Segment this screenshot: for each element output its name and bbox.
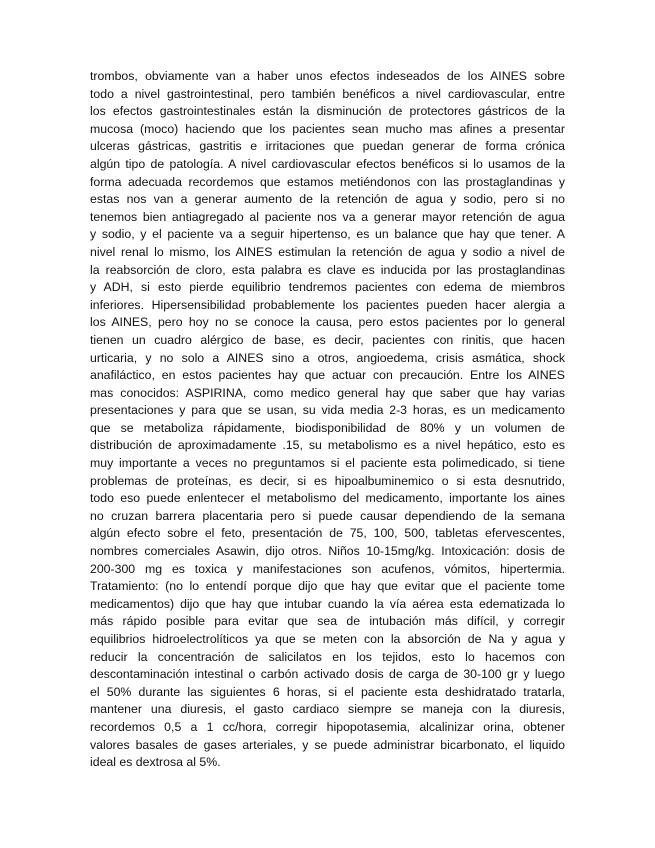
- text-line: nivel renal lo mismo, los AINES estimulan la retención de agua y sodio a nivel de: [90, 244, 565, 259]
- body-paragraph: [90, 68, 565, 772]
- text-line: muy importante a veces no preguntamos si el paciente esta polimedicado, si tiene: [90, 456, 565, 471]
- text-line: nombres comerciales Asawin, dijo otros. Niños 10-15mg/kg. Intoxicación: dosis de: [90, 544, 565, 559]
- text-line: no cruzan barrera placentaria pero si puede causar dependiendo de la semana: [90, 508, 565, 523]
- text-line: Tratamiento: (no lo entendí porque dijo que hay que evitar que el paciente tome: [90, 579, 565, 594]
- text-line: estas nos van a generar aumento de la retención de agua y sodio, pero si no: [90, 192, 565, 207]
- text-line: tenemos bien antiagregado al paciente nos va a generar mayor retención de agua: [90, 209, 565, 224]
- text-line: problemas de proteínas, es decir, si es hipoalbuminemico o si esta desnutrido,: [90, 473, 565, 488]
- text-line: ulceras gástricas, gastritis e irritaciones que puedan generar de forma crónica: [90, 139, 565, 154]
- text-line: y sodio, y el paciente va a seguir hipertenso, es un balance que hay que tener. A: [90, 227, 565, 242]
- text-line: inferiores. Hipersensibilidad probablemente los pacientes pueden hacer alergia a: [90, 297, 565, 312]
- text-line: anafiláctico, en estos pacientes hay que actuar con precaución. Entre los AINES: [90, 368, 565, 383]
- text-line: los AINES, pero hoy no se conoce la causa, pero estos pacientes por lo general: [90, 315, 565, 330]
- text-line: el 50% durante las siguientes 6 horas, si el paciente esta deshidratado tratarla,: [90, 684, 565, 699]
- text-line: más rápido posible para evitar que sea de intubación más difícil, y corregir: [90, 614, 565, 629]
- text-line: todo a nivel gastrointestinal, pero también benéficos a nivel cardiovascular, entre: [90, 86, 565, 101]
- text-line: descontaminación intestinal o carbón activado dosis de carga de 30-100 gr y luego: [90, 667, 565, 682]
- text-line: recordemos 0,5 a 1 cc/hora, corregir hipopotasemia, alcalinizar orina, obtener: [90, 719, 565, 734]
- text-line: medicamentos) dijo que hay que intubar cuando la vía aérea esta edematizada lo: [90, 596, 565, 611]
- text-line: distribución de aproximadamente .15, su metabolismo es a nivel hepático, esto es: [90, 438, 565, 453]
- text-line: tienen un cuadro alérgico de base, es decir, pacientes con rinitis, que hacen: [90, 332, 565, 347]
- text-line: equilibrios hidroelectrolíticos ya que se meten con la absorción de Na y agua y: [90, 632, 565, 646]
- text-line: presentaciones y para que se usan, su vida media 2-3 horas, es un medicamento: [90, 403, 565, 418]
- text-line: algún efecto sobre el feto, presentación de 75, 100, 500, tabletas efervescentes,: [90, 526, 565, 541]
- text-line: forma adecuada recordemos que estamos metiéndonos con las prostaglandinas y: [90, 174, 565, 189]
- text-line: y ADH, si esto pierde equilibrio tendremos pacientes con edema de miembros: [90, 280, 565, 295]
- text-line: mas conocidos: ASPIRINA, como medico general hay que saber que hay varias: [90, 385, 565, 400]
- text-line: urticaria, y no solo a AINES sino a otros, angioedema, crisis asmática, shock: [90, 350, 565, 365]
- text-line: todo eso puede enlentecer el metabolismo del medicamento, importante los aines: [90, 491, 565, 506]
- text-line: los efectos gastrointestinales están la disminución de protectores gástricos de la: [90, 104, 565, 119]
- text-line: ideal es dextrosa al 5%.: [90, 755, 221, 770]
- text-line: reducir la concentración de salicilatos en los tejidos, esto lo hacemos con: [90, 649, 565, 664]
- text-line: mucosa (moco) haciendo que los pacientes sean mucho mas afines a presentar: [90, 121, 565, 136]
- text-line: trombos, obviamente van a haber unos efectos indeseados de los AINES sobre: [90, 69, 565, 83]
- text-line: mantener una diuresis, el gasto cardiaco siempre se maneja con la diuresis,: [90, 702, 565, 717]
- text-line: valores basales de gases arteriales, y se puede administrar bicarbonato, el liquido: [90, 737, 565, 752]
- text-line: algún tipo de patología. A nivel cardiovascular efectos benéficos si lo usamos de la: [90, 156, 565, 171]
- text-line: que se metaboliza rápidamente, biodisponibilidad de 80% y un volumen de: [90, 420, 565, 435]
- text-line: la reabsorción de cloro, esta palabra es clave es inducida por las prostaglandinas: [90, 262, 565, 277]
- text-line: 200-300 mg es toxica y manifestaciones son acufenos, vómitos, hipertermia.: [90, 561, 565, 576]
